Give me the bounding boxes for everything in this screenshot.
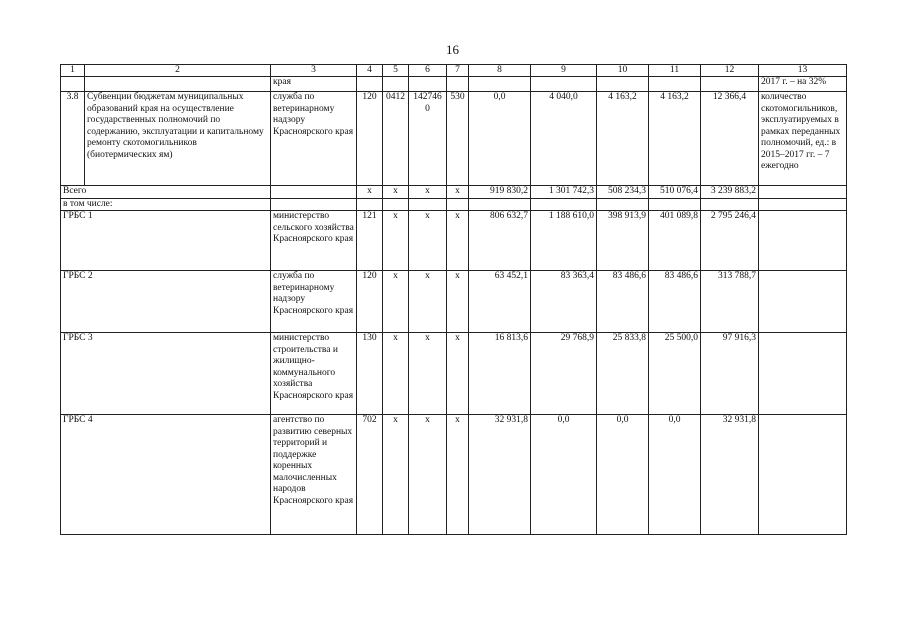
table-cell xyxy=(597,77,649,92)
table-cell xyxy=(469,77,531,92)
value-cell: 806 632,7 xyxy=(469,211,531,271)
value-cell: 32 931,8 xyxy=(701,415,759,535)
header-cell: 2 xyxy=(85,65,271,77)
total-row xyxy=(61,186,847,199)
grbs-row xyxy=(61,211,847,271)
grbs-cell: служба по ветеринарному надзору Красноярского края xyxy=(271,271,357,333)
header-cell: 8 xyxy=(469,65,531,77)
table-cell xyxy=(357,198,383,211)
header-cell: 3 xyxy=(271,65,357,77)
table-cell xyxy=(531,77,597,92)
row-name: Субвенции бюджетам муниципальных образований края на осуществление государственных полномочий по содержанию, эксплуатации и капитальному ремонту скотомогильников (биотермических ям) xyxy=(85,92,271,186)
value-cell: 398 913,9 xyxy=(597,211,649,271)
code-cell: 120 xyxy=(357,92,383,186)
value-cell: 12 366,4 xyxy=(701,92,759,186)
value-cell: 83 486,6 xyxy=(649,271,701,333)
value-cell: 97 916,3 xyxy=(701,333,759,415)
result-cell: количество скотомогильников, эксплуатируемых в рамках переданных полномочий, ед.: в 2015–2017 гг. – 7 ежегодно xyxy=(759,92,847,186)
table-cell xyxy=(759,271,847,333)
table-cell xyxy=(759,333,847,415)
table-cell xyxy=(409,198,447,211)
code-cell: х xyxy=(409,333,447,415)
value-cell: 4 163,2 xyxy=(649,92,701,186)
code-cell: х xyxy=(447,186,469,199)
header-row xyxy=(61,65,847,77)
grbs-label: ГРБС 1 xyxy=(61,211,271,271)
value-cell: 0,0 xyxy=(531,415,597,535)
table-cell xyxy=(85,77,271,92)
value-cell: 83 486,6 xyxy=(597,271,649,333)
header-cell: 13 xyxy=(759,65,847,77)
value-cell: 25 833,8 xyxy=(597,333,649,415)
code-cell: х xyxy=(383,271,409,333)
table-cell xyxy=(271,186,357,199)
code-cell: х xyxy=(409,415,447,535)
row-number: 3.8 xyxy=(61,92,85,186)
code-cell: 1427460 xyxy=(409,92,447,186)
value-cell: 32 931,8 xyxy=(469,415,531,535)
grbs-label: ГРБС 4 xyxy=(61,415,271,535)
code-cell: х xyxy=(447,415,469,535)
grbs-row xyxy=(61,333,847,415)
code-cell: х xyxy=(447,333,469,415)
value-cell: 1 188 610,0 xyxy=(531,211,597,271)
header-cell: 7 xyxy=(447,65,469,77)
value-cell: 919 830,2 xyxy=(469,186,531,199)
value-cell: 0,0 xyxy=(597,415,649,535)
grbs-row xyxy=(61,271,847,333)
code-cell: х xyxy=(409,211,447,271)
table-cell xyxy=(649,77,701,92)
code-cell: х xyxy=(447,271,469,333)
table-cell xyxy=(383,198,409,211)
code-cell: 120 xyxy=(357,271,383,333)
code-cell: х xyxy=(357,186,383,199)
value-cell: 0,0 xyxy=(649,415,701,535)
code-cell: х xyxy=(383,415,409,535)
grbs-row xyxy=(61,415,847,535)
table-cell xyxy=(383,77,409,92)
code-cell: х xyxy=(409,186,447,199)
grbs-cell: служба по ветеринарному надзору Красноярского края xyxy=(271,92,357,186)
header-cell: 11 xyxy=(649,65,701,77)
table-cell xyxy=(61,77,85,92)
grbs-cell: агентство по развитию северных территорий и поддержке коренных малочисленных народов Красноярского края xyxy=(271,415,357,535)
code-cell: х xyxy=(447,211,469,271)
table-cell xyxy=(357,77,383,92)
header-cell: 6 xyxy=(409,65,447,77)
grbs-cell: края xyxy=(271,77,357,92)
header-cell: 1 xyxy=(61,65,85,77)
table-cell xyxy=(759,211,847,271)
code-cell: х xyxy=(383,333,409,415)
table-cell xyxy=(447,77,469,92)
table-cell xyxy=(649,198,701,211)
code-cell: х xyxy=(409,271,447,333)
value-cell: 508 234,3 xyxy=(597,186,649,199)
grbs-cell: министерство строительства и жилищно-коммунального хозяйства Красноярского края xyxy=(271,333,357,415)
value-cell: 510 076,4 xyxy=(649,186,701,199)
value-cell: 313 788,7 xyxy=(701,271,759,333)
page-number: 16 xyxy=(446,42,459,57)
including-row xyxy=(61,198,847,211)
code-cell: 702 xyxy=(357,415,383,535)
value-cell: 83 363,4 xyxy=(531,271,597,333)
total-label: Всего xyxy=(61,186,271,199)
including-label: в том числе: xyxy=(61,198,271,211)
value-cell: 2 795 246,4 xyxy=(701,211,759,271)
value-cell: 401 089,8 xyxy=(649,211,701,271)
code-cell: х xyxy=(383,211,409,271)
table-cell xyxy=(759,415,847,535)
result-cell: 2017 г. – на 32% xyxy=(759,77,847,92)
table-cell xyxy=(597,198,649,211)
value-cell: 25 500,0 xyxy=(649,333,701,415)
table-cell xyxy=(409,77,447,92)
value-cell: 16 813,6 xyxy=(469,333,531,415)
header-cell: 10 xyxy=(597,65,649,77)
table-cell xyxy=(759,186,847,199)
table-cell xyxy=(271,198,357,211)
value-cell: 4 040,0 xyxy=(531,92,597,186)
value-cell: 63 452,1 xyxy=(469,271,531,333)
grbs-label: ГРБС 3 xyxy=(61,333,271,415)
budget-table xyxy=(60,64,847,535)
value-cell: 29 768,9 xyxy=(531,333,597,415)
table-row xyxy=(61,92,847,186)
code-cell: 130 xyxy=(357,333,383,415)
table-cell xyxy=(447,198,469,211)
value-cell: 3 239 883,2 xyxy=(701,186,759,199)
value-cell: 4 163,2 xyxy=(597,92,649,186)
code-cell: 530 xyxy=(447,92,469,186)
code-cell: 0412 xyxy=(383,92,409,186)
grbs-cell: министерство сельского хозяйства Красноярского края xyxy=(271,211,357,271)
table-cell xyxy=(701,77,759,92)
table-cell xyxy=(531,198,597,211)
grbs-label: ГРБС 2 xyxy=(61,271,271,333)
continuation-row xyxy=(61,77,847,92)
code-cell: 121 xyxy=(357,211,383,271)
code-cell: х xyxy=(383,186,409,199)
header-cell: 5 xyxy=(383,65,409,77)
header-cell: 12 xyxy=(701,65,759,77)
header-cell: 4 xyxy=(357,65,383,77)
table-cell xyxy=(701,198,759,211)
table-cell xyxy=(469,198,531,211)
header-cell: 9 xyxy=(531,65,597,77)
value-cell: 0,0 xyxy=(469,92,531,186)
table-cell xyxy=(759,198,847,211)
value-cell: 1 301 742,3 xyxy=(531,186,597,199)
